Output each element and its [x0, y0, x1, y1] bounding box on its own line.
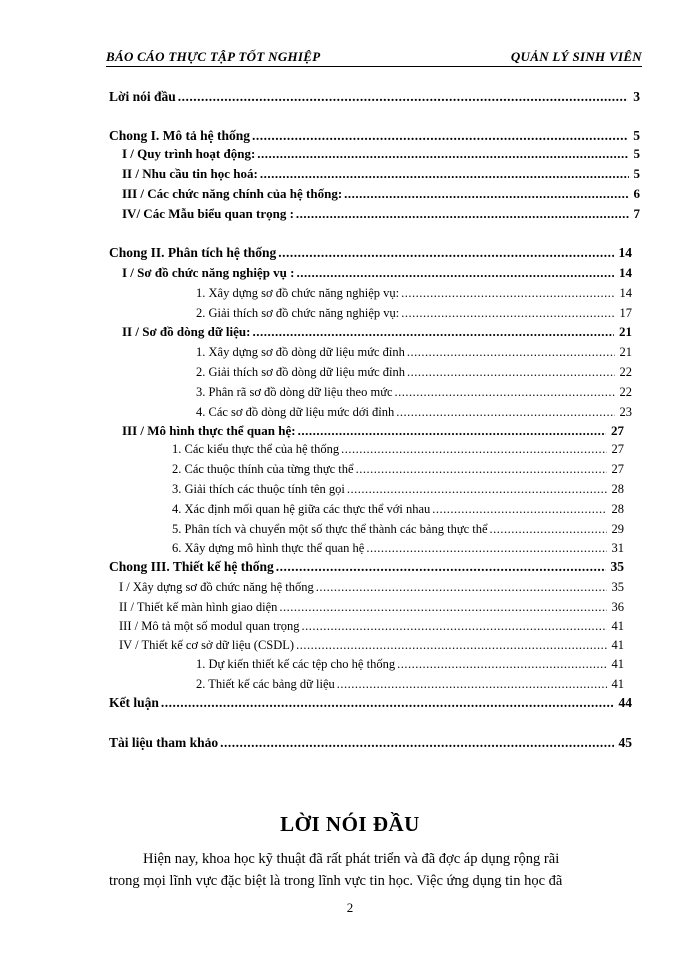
- toc-entry: [109, 88, 640, 106]
- toc-entry-title: III / Các chức năng chính của hệ thống:: [122, 186, 343, 201]
- toc-entry: [122, 165, 640, 183]
- toc-entry: [119, 617, 624, 635]
- toc-entry-title: I / Xây dựng sơ đồ chức năng hệ thống: [119, 580, 314, 594]
- toc-entry-page: 27: [611, 442, 624, 456]
- toc-leader-dots: [257, 145, 628, 163]
- toc-leader-dots: [407, 363, 614, 381]
- toc-entry: [196, 675, 624, 693]
- toc-leader-dots: [296, 636, 606, 654]
- toc-entry: [196, 655, 624, 673]
- toc-entry-page: 36: [611, 600, 624, 614]
- toc-entry-title: IV / Thiết kế cơ sở dữ liệu (CSDL): [119, 638, 295, 652]
- intro-paragraph-line-2: trong mọi lĩnh vực đặc biệt là trong lĩnh vực tin học. Việc ứng dụng tin học đã: [109, 873, 563, 889]
- toc-leader-dots: [401, 304, 614, 322]
- toc-entry: [172, 480, 624, 498]
- toc-entry-title: 4. Các sơ đồ dòng dữ liệu mức dới đỉnh: [196, 405, 395, 419]
- toc-entry-title: Lời nói đầu: [109, 89, 176, 104]
- toc-entry-page: 29: [611, 522, 624, 536]
- toc-leader-dots: [161, 694, 614, 712]
- toc-entry: [122, 264, 632, 282]
- toc-entry-title: 1. Dự kiến thiết kế các tệp cho hệ thống: [196, 657, 396, 671]
- page-number: 2: [346, 900, 354, 915]
- toc-entry-page: 17: [619, 306, 632, 320]
- toc-entry: [122, 205, 640, 223]
- toc-leader-dots: [316, 578, 607, 596]
- toc-leader-dots: [401, 284, 614, 302]
- toc-leader-dots: [296, 205, 629, 223]
- toc-entry: [172, 520, 624, 538]
- toc-entry-title: II / Thiết kế màn hình giao diện: [119, 600, 278, 614]
- toc-entry: [122, 323, 632, 341]
- toc-entry-page: 41: [611, 638, 624, 652]
- toc-leader-dots: [407, 343, 615, 361]
- toc-entry-title: III / Mô tả một số modul quan trọng: [119, 619, 300, 633]
- toc-leader-dots: [337, 675, 607, 693]
- toc-entry-page: 41: [611, 677, 624, 691]
- toc-entry: [109, 558, 624, 576]
- section-title: LỜI NÓI ĐẦU: [280, 812, 420, 836]
- toc-entry-title: Kết luận: [109, 695, 159, 710]
- toc-entry-page: 5: [633, 166, 640, 181]
- toc-entry: [172, 440, 624, 458]
- toc-entry: [172, 539, 624, 557]
- toc-entry-page: 5: [633, 146, 640, 161]
- toc-entry-title: III / Mô hình thực thể quan hệ:: [122, 423, 296, 438]
- toc-entry-title: 1. Xây dựng sơ đồ dòng dữ liệu mức đỉnh: [196, 345, 405, 359]
- toc-entry-title: Chong I. Mô tả hệ thống: [109, 128, 251, 143]
- toc-entry-title: 1. Các kiểu thực thể của hệ thống: [172, 442, 340, 456]
- toc-leader-dots: [366, 539, 606, 557]
- toc-entry-page: 27: [611, 462, 624, 476]
- toc-entry-page: 28: [611, 482, 624, 496]
- toc-entry-title: 2. Các thuộc thính của từng thực thể: [172, 462, 354, 476]
- toc-entry-page: 14: [619, 286, 632, 300]
- toc-entry-title: II / Sơ đồ dòng dữ liệu:: [122, 324, 251, 339]
- toc-leader-dots: [298, 422, 606, 440]
- toc-entry: [196, 383, 632, 401]
- toc-entry-page: 7: [633, 206, 640, 221]
- toc-entry: [119, 578, 624, 596]
- toc-entry-page: 44: [618, 695, 632, 710]
- toc-entry-page: 41: [611, 657, 624, 671]
- toc-entry-title: I / Quy trình hoạt động:: [122, 146, 256, 161]
- toc-entry: [109, 694, 632, 712]
- toc-entry-page: 14: [618, 245, 632, 260]
- toc-leader-dots: [344, 185, 628, 203]
- toc-entry: [109, 734, 632, 752]
- toc-entry-page: 14: [619, 265, 632, 280]
- toc-entry-page: 45: [618, 735, 632, 750]
- toc-entry-page: 3: [633, 89, 640, 104]
- toc-entry-title: Tài liệu tham khảo: [109, 735, 219, 750]
- toc-entry: [196, 343, 632, 361]
- toc-leader-dots: [490, 520, 607, 538]
- toc-entry-title: 3. Giải thích các thuộc tính tên gọi: [172, 482, 345, 496]
- toc-leader-dots: [302, 617, 607, 635]
- toc-leader-dots: [220, 734, 613, 752]
- toc-entry-page: 21: [619, 345, 632, 359]
- toc-entry-page: 21: [619, 324, 632, 339]
- toc-entry-title: 2. Giải thích sơ đồ chức năng nghiệp vụ:: [196, 306, 400, 320]
- toc-entry-page: 5: [633, 128, 640, 143]
- toc-entry-title: 3. Phân rã sơ đồ dòng dữ liệu theo mức: [196, 385, 393, 399]
- toc-leader-dots: [341, 440, 606, 458]
- toc-entry-title: 4. Xác định mối quan hệ giữa các thực thể với nhau: [172, 502, 431, 516]
- toc-entry: [172, 500, 624, 518]
- toc-entry-title: 6. Xây dựng mô hình thực thể quan hệ: [172, 541, 365, 555]
- toc-entry-page: 22: [619, 365, 632, 379]
- toc-entry: [109, 244, 632, 262]
- toc-leader-dots: [347, 480, 607, 498]
- toc-entry-title: I / Sơ đồ chức năng nghiệp vụ :: [122, 265, 295, 280]
- toc-leader-dots: [252, 127, 628, 145]
- toc-leader-dots: [397, 655, 606, 673]
- toc-entry-page: 22: [619, 385, 632, 399]
- toc-entry-title: 5. Phân tích và chuyển một số thực thể thành các bảng thực thể: [172, 522, 488, 536]
- intro-paragraph-line-1: Hiện nay, khoa học kỹ thuật đã rất phát triển và đã đợc áp dụng rộng rãi: [143, 851, 560, 867]
- toc-leader-dots: [278, 244, 613, 262]
- toc-entry-page: 6: [633, 186, 640, 201]
- toc-leader-dots: [356, 460, 607, 478]
- toc-entry-page: 27: [611, 423, 624, 438]
- toc-leader-dots: [260, 165, 629, 183]
- toc-entry-page: 35: [611, 580, 624, 594]
- toc-entry-title: 2. Giải thích sơ đồ dòng dữ liệu mức đỉnh: [196, 365, 406, 379]
- toc-leader-dots: [276, 558, 606, 576]
- toc-entry-page: 23: [619, 405, 632, 419]
- toc-entry-title: 1. Xây dựng sơ đồ chức năng nghiệp vụ:: [196, 286, 400, 300]
- toc-entry: [172, 460, 624, 478]
- toc-leader-dots: [396, 403, 614, 421]
- toc-entry: [119, 598, 624, 616]
- toc-leader-dots: [178, 88, 628, 106]
- toc-leader-dots: [297, 264, 615, 282]
- toc-entry-title: II / Nhu cầu tin học hoá:: [122, 166, 258, 181]
- toc-leader-dots: [252, 323, 614, 341]
- toc-leader-dots: [432, 500, 606, 518]
- toc-entry-title: Chong III. Thiết kế hệ thống: [109, 559, 274, 574]
- toc-entry: [109, 127, 640, 145]
- header-report-title: BÁO CÁO THỰC TẬP TỐT NGHIỆP: [106, 49, 321, 64]
- toc-entry: [196, 363, 632, 381]
- toc-entry-page: 31: [611, 541, 624, 555]
- toc-entry-title: IV/ Các Mẫu biểu quan trọng :: [122, 206, 294, 221]
- toc-entry: [122, 422, 624, 440]
- toc-entry: [196, 304, 632, 322]
- header-project-title: QUẢN LÝ SINH VIÊN: [510, 49, 642, 64]
- toc-entry: [196, 403, 632, 421]
- toc-entry: [119, 636, 624, 654]
- toc-entry-page: 28: [611, 502, 624, 516]
- toc-entry: [122, 185, 640, 203]
- toc-entry-title: 2. Thiết kế các bảng dữ liệu: [196, 677, 335, 691]
- toc-entry-page: 35: [610, 559, 624, 574]
- toc-leader-dots: [279, 598, 606, 616]
- toc-entry: [122, 145, 640, 163]
- toc-entry-title: Chong II. Phân tích hệ thống: [109, 245, 277, 260]
- toc-entry: [196, 284, 632, 302]
- toc-entry-page: 41: [611, 619, 624, 633]
- toc-leader-dots: [395, 383, 615, 401]
